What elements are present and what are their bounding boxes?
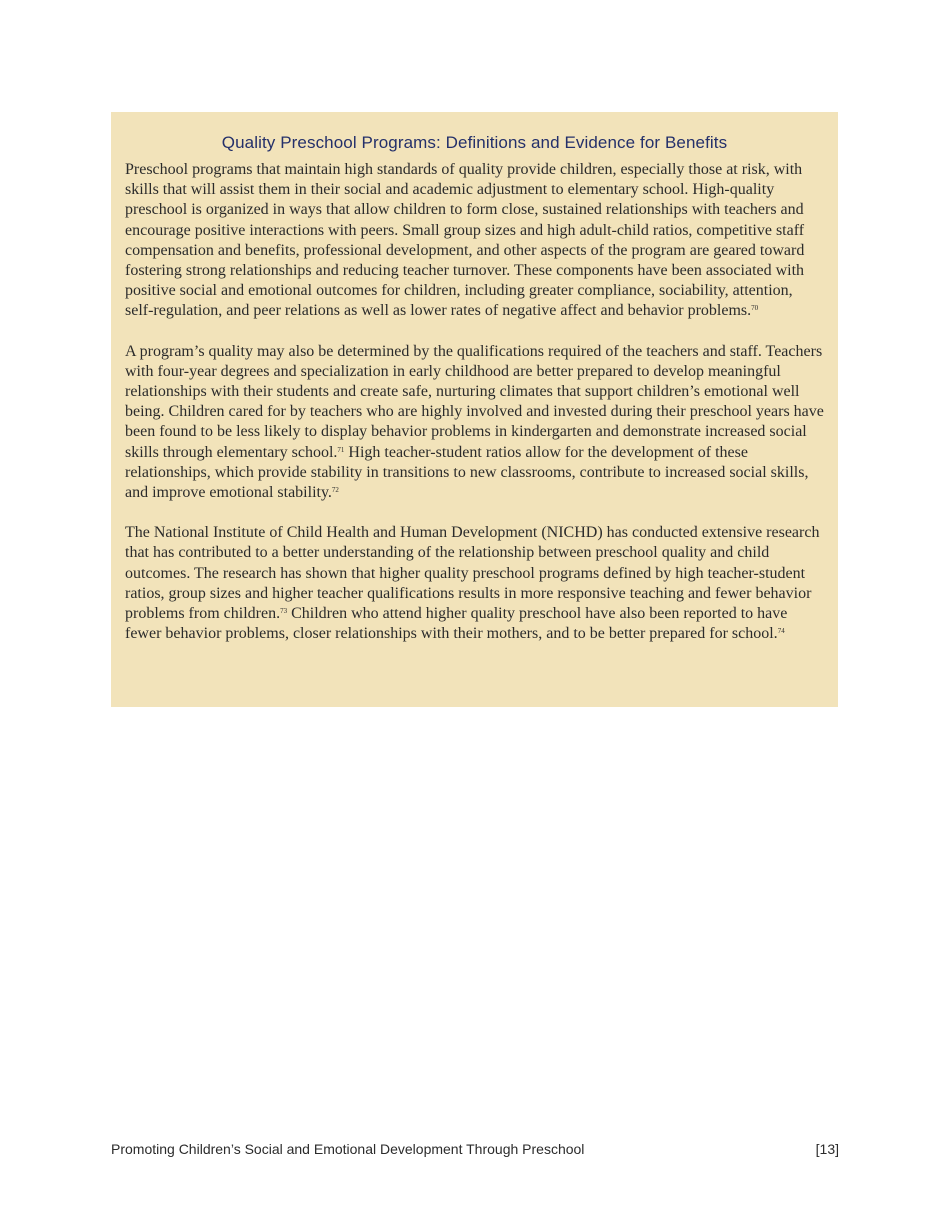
paragraph-teacher-qualifications <box>125 342 824 504</box>
footnote-ref-74: 74 <box>777 627 785 636</box>
paragraph-text: Preschool programs that maintain high standards of quality provide children, especially those at risk, with skills that will assist them in their social and academic adjustment to elementary school. High-quality preschool is organized in ways that allow children to form close, sustained relationships with teachers and encourage positive interactions with peers. Small group sizes and high adult-child ratios, competitive staff compensation and benefits, professional development, and other aspects of the program are geared toward fostering strong relationships and reducing teacher turnover. These components have been associated with positive social and emotional outcomes for children, including greater compliance, sociability, attention, self-regulation, and peer relations as well as lower rates of negative affect and behavior problems. <box>125 161 805 320</box>
sidebar-box <box>111 112 838 707</box>
paragraph-text: The National Institute of Child Health and Human Development (NICHD) has conducted extensive research that has contributed to a better understanding of the relationship between preschool quality and child outcomes. The research has shown that higher quality preschool programs defined by high teacher-student ratios, group sizes and higher teacher qualifications results in more responsive teaching and fewer behavior problems from children. <box>125 524 820 623</box>
footnote-ref-72: 72 <box>331 486 339 495</box>
footnote-ref-70: 70 <box>751 304 759 313</box>
paragraph-nichd-research <box>125 523 824 644</box>
footnote-ref-73: 73 <box>280 607 288 616</box>
page-footer <box>111 1141 839 1157</box>
footnote-ref-71: 71 <box>337 445 345 454</box>
paragraph-text: Children who attend higher quality preschool have also been reported to have fewer behavior problems, closer relationships with their mothers, and to be better prepared for school. <box>125 605 788 643</box>
paragraph-quality-definition <box>125 160 824 322</box>
box-title: Quality Preschool Programs: Definitions and Evidence for Benefits <box>221 133 728 152</box>
footer-title: Promoting Children’s Social and Emotional Development Through Preschool <box>111 1141 585 1157</box>
page-number: [13] <box>815 1141 839 1157</box>
paragraph-text: High teacher-student ratios allow for the development of these relationships, which provide stability in transitions to new classrooms, contribute to increased social skills, and improve emotional stability. <box>125 443 809 502</box>
paragraph-text: A program’s quality may also be determined by the qualifications required of the teachers and staff. Teachers with four-year degrees and specialization in early childhood are better prepared to develop meaningful relationships with their students and create safe, nurturing climates that support children’s emotional well being. Children cared for by teachers who are highly involved and invested during their preschool years have been found to be less likely to display behavior problems in kindergarten and demonstrate increased social skills through elementary school. <box>125 342 824 461</box>
